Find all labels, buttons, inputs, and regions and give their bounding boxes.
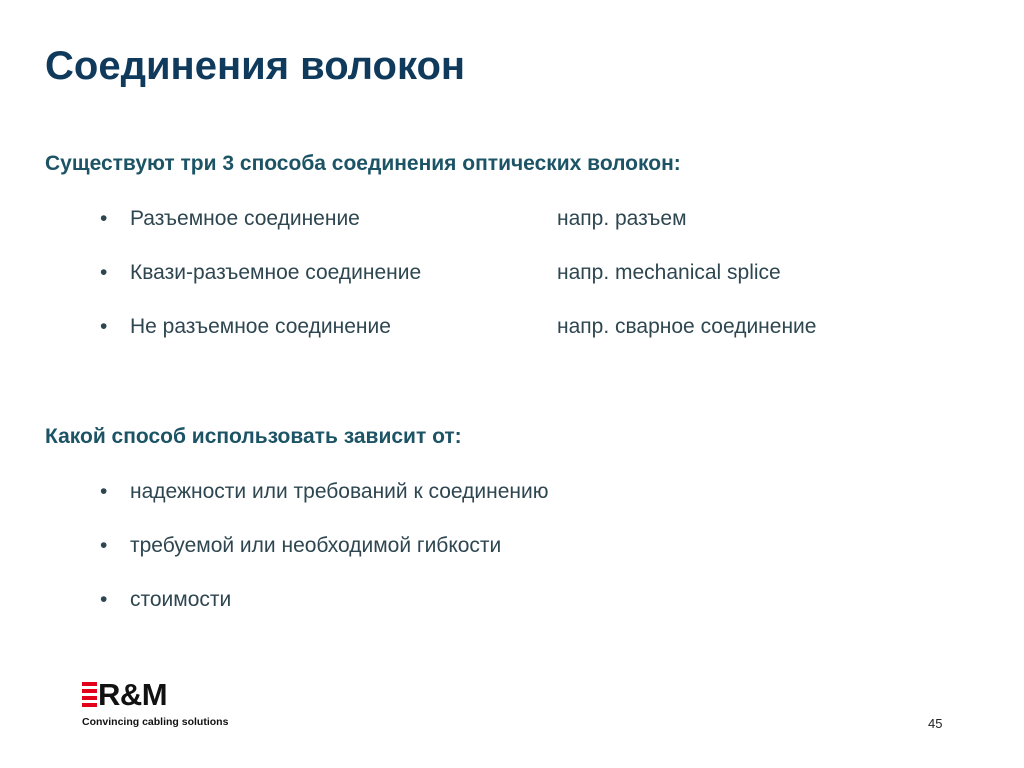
logo-tagline: Convincing cabling solutions: [82, 716, 229, 728]
bullet-icon: •: [100, 480, 108, 503]
bullet-icon: •: [100, 588, 108, 611]
method-example: напр. mechanical splice: [557, 261, 781, 284]
bullet-icon: •: [100, 534, 108, 557]
method-name: Не разъемное соединение: [130, 315, 391, 338]
logo-wordmark: R&M: [98, 677, 168, 712]
method-example: напр. разъем: [557, 207, 687, 230]
criterion-text: требуемой или необходимой гибкости: [130, 534, 502, 557]
bullet-icon: •: [100, 207, 108, 230]
bullet-icon: •: [100, 315, 108, 338]
logo-stripes-icon: [82, 682, 97, 710]
section-heading-methods: Существуют три 3 способа соединения оптических волокон:: [45, 152, 681, 175]
method-example: напр. сварное соединение: [557, 315, 817, 338]
bullet-icon: •: [100, 261, 108, 284]
method-name: Квази-разъемное соединение: [130, 261, 422, 284]
slide-title: Соединения волокон: [45, 44, 466, 88]
method-name: Разъемное соединение: [130, 207, 360, 230]
company-logo: [82, 677, 282, 731]
criterion-text: надежности или требований к соединению: [130, 480, 549, 503]
criterion-text: стоимости: [130, 588, 232, 611]
section-heading-criteria: Какой способ использовать зависит от:: [45, 425, 462, 448]
page-number: 45: [928, 716, 943, 731]
